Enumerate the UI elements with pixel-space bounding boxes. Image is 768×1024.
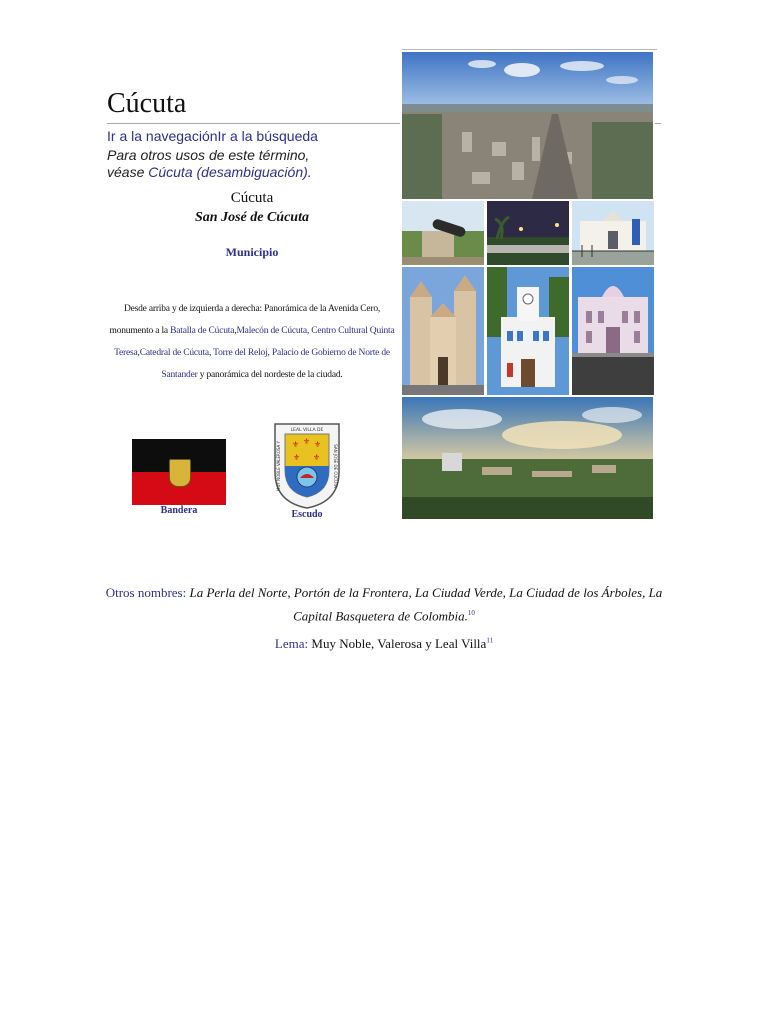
svg-text:⚜: ⚜ — [292, 440, 300, 449]
otros-nombres-ref[interactable]: 10 — [467, 609, 475, 617]
avenida-cero-panorama-photo[interactable] — [402, 52, 653, 199]
svg-text:⚜: ⚜ — [314, 440, 322, 449]
caption-link-torre-reloj[interactable]: Torre del Reloj — [213, 348, 268, 358]
collage-caption — [107, 298, 397, 386]
lema-label[interactable]: Lema: — [274, 636, 309, 651]
page-title: Cúcuta — [107, 88, 187, 119]
torre-del-reloj-photo[interactable] — [487, 267, 569, 395]
caption-text: , — [306, 326, 312, 336]
coat-motto-right: SAN JOSE DE CUCUTA — [333, 444, 338, 488]
nordeste-panorama-photo[interactable] — [402, 397, 653, 519]
caption-text: , — [137, 348, 140, 358]
lema-row — [100, 636, 668, 652]
caption-text: Desde arriba y de izquierda a derecha: Panorámica de la Avenida Cero, monumento a la — [109, 304, 381, 336]
disambiguation-note — [107, 147, 407, 181]
otros-nombres-label[interactable]: Otros nombres: — [105, 585, 187, 600]
malecon-de-cucuta-photo[interactable] — [487, 201, 569, 265]
lema-ref[interactable]: 11 — [486, 636, 494, 645]
disambiguation-line: Para otros usos de este término, — [107, 147, 310, 163]
infobox-name: Cúcuta — [230, 190, 274, 206]
infobox-type-link[interactable]: Municipio — [225, 245, 279, 259]
flag-link[interactable]: Bandera — [160, 505, 198, 516]
flag-image[interactable] — [132, 439, 226, 505]
infobox-top-divider — [402, 49, 657, 50]
coat-motto-left: MUY NOBLE VALEROSA Y — [276, 441, 281, 491]
otros-nombres-row — [100, 582, 668, 626]
flag-emblem-icon — [169, 459, 191, 487]
title-divider — [107, 123, 400, 124]
batalla-de-cucuta-monument-photo[interactable] — [402, 201, 484, 265]
svg-text:⚜: ⚜ — [303, 437, 311, 446]
caption-link-malecon[interactable]: Malecón de Cúcuta — [236, 326, 307, 336]
caption-link-quinta-teresa[interactable]: Centro Cultural Quinta Teresa — [114, 326, 395, 358]
caption-text: , — [267, 348, 272, 358]
coat-of-arms-image[interactable] — [271, 422, 343, 510]
svg-text:⚜: ⚜ — [293, 453, 301, 462]
otros-nombres-value: La Perla del Norte, Portón de la Frontera, La Ciudad Verde, La Ciudad de los Árboles, La Capital Basquetera de Colombia. — [189, 585, 663, 624]
coat-of-arms-link[interactable]: Escudo — [291, 509, 323, 520]
disambiguation-suffix: . — [307, 164, 312, 180]
coat-motto-top: LEAL VILLA DE — [290, 428, 324, 433]
caption-link-palacio[interactable]: Palacio de Gobierno de Norte de Santander — [161, 348, 390, 380]
disambiguation-link[interactable]: Cúcuta (desambiguación) — [148, 164, 308, 180]
caption-text: , — [208, 348, 214, 358]
svg-text:⚜: ⚜ — [313, 453, 321, 462]
caption-text: y panorámica del nordeste de la ciudad. — [197, 370, 343, 380]
catedral-de-cucuta-photo[interactable] — [402, 267, 484, 395]
skip-navigation-links[interactable]: Ir a la navegaciónIr a la búsqueda — [107, 128, 318, 144]
palacio-de-gobierno-photo[interactable] — [572, 267, 654, 395]
caption-link-batalla[interactable]: Batalla de Cúcuta — [170, 326, 235, 336]
caption-link-catedral[interactable]: Catedral de Cúcuta — [139, 348, 209, 358]
infobox-official-name: San José de Cúcuta — [195, 210, 309, 225]
quinta-teresa-photo[interactable] — [572, 201, 654, 265]
lema-value: Muy Noble, Valerosa y Leal Villa — [311, 636, 487, 651]
disambiguation-prefix: véase — [107, 164, 149, 180]
caption-text: , — [234, 326, 237, 336]
title-divider-tail — [655, 123, 661, 124]
